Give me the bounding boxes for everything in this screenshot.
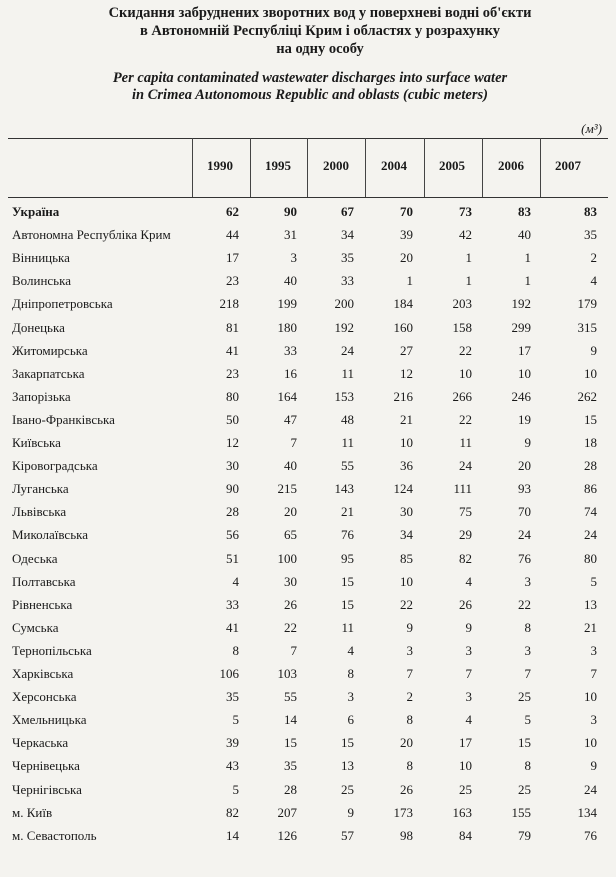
value-cell: 25 <box>341 781 354 797</box>
value-cell: 19 <box>518 411 531 427</box>
value-cell: 80 <box>226 388 239 404</box>
title-en-line-2: in Crimea Autonomous Republic and oblasts (cubic meters) <box>132 87 488 103</box>
value-cell: 200 <box>334 296 354 312</box>
region-name: Херсонська <box>12 689 77 705</box>
value-cell: 179 <box>577 296 597 312</box>
value-cell: 98 <box>400 827 413 843</box>
value-cell: 23 <box>226 365 239 381</box>
value-cell: 16 <box>284 365 297 381</box>
table-top-rule <box>8 138 608 139</box>
value-cell: 7 <box>290 435 297 450</box>
table-row <box>0 409 616 431</box>
value-cell: 21 <box>341 504 354 520</box>
value-cell: 15 <box>341 573 354 589</box>
table-row <box>0 571 616 593</box>
value-cell: 84 <box>459 827 472 843</box>
value-cell: 126 <box>277 827 297 843</box>
value-cell: 34 <box>341 227 354 243</box>
value-cell: 73 <box>459 204 472 219</box>
value-cell: 1 <box>524 250 531 266</box>
region-name: Україна <box>12 204 60 219</box>
region-name: Сумська <box>12 619 59 635</box>
value-cell: 40 <box>284 273 297 289</box>
value-cell: 48 <box>341 411 354 427</box>
value-cell: 12 <box>400 365 413 381</box>
value-cell: 103 <box>277 666 297 681</box>
value-cell: 8 <box>524 758 531 774</box>
value-cell: 18 <box>584 435 597 450</box>
value-cell: 180 <box>277 319 297 335</box>
value-cell: 7 <box>290 642 297 658</box>
value-cell: 100 <box>277 550 297 566</box>
table-row <box>0 432 616 454</box>
value-cell: 21 <box>584 619 597 635</box>
value-cell: 4 <box>465 573 472 589</box>
title-en-line-1: Per capita contaminated wastewater discharges into surface water <box>112 70 508 86</box>
value-cell: 10 <box>518 365 531 381</box>
region-name: Хмельницька <box>12 712 87 728</box>
title-ukrainian <box>60 4 580 58</box>
title-ua-line-1: Скидання забруднених зворотних вод у поверхневі водні об'єкти <box>108 5 532 21</box>
value-cell: 111 <box>453 481 472 497</box>
region-name: Донецька <box>12 319 65 335</box>
value-cell: 24 <box>341 342 354 358</box>
unit-label: (м³) <box>581 121 602 136</box>
value-cell: 9 <box>347 804 354 820</box>
value-cell: 20 <box>400 735 413 751</box>
value-cell: 14 <box>284 712 297 728</box>
year-header: 1995 <box>265 158 291 173</box>
value-cell: 27 <box>400 342 413 358</box>
region-name: Рівненська <box>12 596 73 612</box>
table-row <box>0 617 616 639</box>
value-cell: 124 <box>393 481 413 497</box>
value-cell: 3 <box>290 250 297 266</box>
value-cell: 80 <box>584 550 597 566</box>
value-cell: 10 <box>400 573 413 589</box>
value-cell: 7 <box>406 666 413 681</box>
value-cell: 1 <box>465 273 472 289</box>
region-name: Харківська <box>12 666 74 681</box>
value-cell: 75 <box>459 504 472 520</box>
value-cell: 8 <box>524 619 531 635</box>
value-cell: 39 <box>400 227 413 243</box>
region-name: Черкаська <box>12 735 69 751</box>
title-ua-line-3: на одну особу <box>276 41 364 57</box>
value-cell: 57 <box>341 827 354 843</box>
table-row <box>0 663 616 685</box>
value-cell: 74 <box>584 504 597 520</box>
table-row <box>0 524 616 546</box>
table-row <box>0 270 616 292</box>
value-cell: 246 <box>511 388 531 404</box>
value-cell: 158 <box>452 319 472 335</box>
value-cell: 17 <box>518 342 531 358</box>
value-cell: 22 <box>400 596 413 612</box>
value-cell: 10 <box>584 735 597 751</box>
year-header: 2006 <box>498 158 524 173</box>
value-cell: 20 <box>400 250 413 266</box>
value-cell: 7 <box>524 666 531 681</box>
value-cell: 85 <box>400 550 413 566</box>
value-cell: 13 <box>584 596 597 612</box>
value-cell: 28 <box>584 458 597 474</box>
table-row <box>0 825 616 847</box>
value-cell: 35 <box>341 250 354 266</box>
value-cell: 7 <box>590 666 597 681</box>
value-cell: 3 <box>465 689 472 705</box>
value-cell: 203 <box>452 296 472 312</box>
table-row <box>0 317 616 339</box>
value-cell: 8 <box>406 712 413 728</box>
value-cell: 218 <box>219 296 239 312</box>
region-name: Запорізька <box>12 388 71 404</box>
value-cell: 33 <box>284 342 297 358</box>
value-cell: 76 <box>518 550 531 566</box>
value-cell: 2 <box>406 689 413 705</box>
value-cell: 5 <box>524 712 531 728</box>
value-cell: 79 <box>518 827 531 843</box>
value-cell: 26 <box>284 596 297 612</box>
value-cell: 25 <box>518 689 531 705</box>
value-cell: 44 <box>226 227 239 243</box>
value-cell: 17 <box>459 735 472 751</box>
value-cell: 3 <box>465 642 472 658</box>
value-cell: 20 <box>284 504 297 520</box>
value-cell: 47 <box>284 411 297 427</box>
value-cell: 24 <box>459 458 472 474</box>
table-row <box>0 802 616 824</box>
value-cell: 24 <box>518 527 531 543</box>
value-cell: 155 <box>511 804 531 820</box>
value-cell: 30 <box>226 458 239 474</box>
value-cell: 3 <box>524 642 531 658</box>
value-cell: 33 <box>226 596 239 612</box>
region-name: Житомирська <box>12 342 88 358</box>
value-cell: 8 <box>347 666 354 681</box>
value-cell: 4 <box>347 642 354 658</box>
region-name: Івано-Франківська <box>12 411 115 427</box>
value-cell: 262 <box>577 388 597 404</box>
region-name: м. Київ <box>12 804 53 820</box>
value-cell: 55 <box>284 689 297 705</box>
value-cell: 3 <box>590 712 597 728</box>
value-cell: 25 <box>459 781 472 797</box>
region-name: Миколаївська <box>12 527 89 543</box>
region-name: Кіровоградська <box>12 458 98 474</box>
region-name: Чернігівська <box>12 781 82 797</box>
value-cell: 5 <box>232 712 239 728</box>
table-row <box>0 201 616 223</box>
value-cell: 90 <box>284 204 297 219</box>
value-cell: 207 <box>277 804 297 820</box>
value-cell: 17 <box>226 250 239 266</box>
value-cell: 9 <box>465 619 472 635</box>
value-cell: 10 <box>584 365 597 381</box>
value-cell: 55 <box>341 458 354 474</box>
value-cell: 76 <box>341 527 354 543</box>
value-cell: 14 <box>226 827 239 843</box>
table-row <box>0 640 616 662</box>
value-cell: 41 <box>226 619 239 635</box>
value-cell: 199 <box>277 296 297 312</box>
value-cell: 33 <box>341 273 354 289</box>
value-cell: 4 <box>465 712 472 728</box>
value-cell: 90 <box>226 481 239 497</box>
year-header: 2007 <box>555 158 581 173</box>
value-cell: 5 <box>590 573 597 589</box>
region-name: Вінницька <box>12 250 70 266</box>
table-row <box>0 363 616 385</box>
table-row <box>0 340 616 362</box>
value-cell: 3 <box>524 573 531 589</box>
table-row <box>0 548 616 570</box>
title-english <box>40 70 580 104</box>
value-cell: 4 <box>232 573 239 589</box>
value-cell: 82 <box>226 804 239 820</box>
value-cell: 13 <box>341 758 354 774</box>
region-name: Луганська <box>12 481 69 497</box>
value-cell: 42 <box>459 227 472 243</box>
value-cell: 143 <box>334 481 354 497</box>
value-cell: 62 <box>226 204 239 219</box>
value-cell: 11 <box>341 365 354 381</box>
value-cell: 65 <box>284 527 297 543</box>
value-cell: 22 <box>459 411 472 427</box>
value-cell: 8 <box>232 642 239 658</box>
value-cell: 4 <box>590 273 597 289</box>
value-cell: 3 <box>347 689 354 705</box>
year-header: 2000 <box>323 158 349 173</box>
value-cell: 21 <box>400 411 413 427</box>
year-header: 2004 <box>381 158 407 173</box>
value-cell: 20 <box>518 458 531 474</box>
value-cell: 106 <box>219 666 239 681</box>
value-cell: 10 <box>459 365 472 381</box>
region-name: Чернівецька <box>12 758 80 774</box>
value-cell: 50 <box>226 411 239 427</box>
value-cell: 315 <box>577 319 597 335</box>
value-cell: 5 <box>232 781 239 797</box>
value-cell: 10 <box>400 435 413 450</box>
table-row <box>0 732 616 754</box>
value-cell: 40 <box>518 227 531 243</box>
value-cell: 70 <box>518 504 531 520</box>
table-row <box>0 478 616 500</box>
value-cell: 86 <box>584 481 597 497</box>
value-cell: 1 <box>465 250 472 266</box>
title-ua-line-2: в Автономній Республіці Крим і областях у розрахунку <box>139 23 501 39</box>
value-cell: 93 <box>518 481 531 497</box>
value-cell: 22 <box>518 596 531 612</box>
value-cell: 173 <box>393 804 413 820</box>
value-cell: 12 <box>226 435 239 450</box>
value-cell: 9 <box>590 342 597 358</box>
value-cell: 67 <box>341 204 354 219</box>
value-cell: 215 <box>277 481 297 497</box>
value-cell: 160 <box>393 319 413 335</box>
value-cell: 192 <box>334 319 354 335</box>
value-cell: 11 <box>341 619 354 635</box>
value-cell: 36 <box>400 458 413 474</box>
region-name: Одеська <box>12 550 58 566</box>
table-row <box>0 779 616 801</box>
value-cell: 51 <box>226 550 239 566</box>
value-cell: 15 <box>584 411 597 427</box>
table-header-rule <box>8 197 608 198</box>
table-row <box>0 686 616 708</box>
value-cell: 1 <box>524 273 531 289</box>
table-row <box>0 455 616 477</box>
value-cell: 9 <box>590 758 597 774</box>
value-cell: 3 <box>590 642 597 658</box>
value-cell: 23 <box>226 273 239 289</box>
region-name: Волинська <box>12 273 71 289</box>
value-cell: 83 <box>518 204 531 219</box>
value-cell: 95 <box>341 550 354 566</box>
value-cell: 164 <box>277 388 297 404</box>
value-cell: 10 <box>459 758 472 774</box>
value-cell: 1 <box>406 273 413 289</box>
value-cell: 76 <box>584 827 597 843</box>
region-name: м. Севастополь <box>12 827 97 843</box>
value-cell: 10 <box>584 689 597 705</box>
table-row <box>0 224 616 246</box>
value-cell: 15 <box>518 735 531 751</box>
value-cell: 299 <box>511 319 531 335</box>
value-cell: 22 <box>459 342 472 358</box>
value-cell: 22 <box>284 619 297 635</box>
value-cell: 43 <box>226 758 239 774</box>
region-name: Автономна Республіка Крим <box>12 227 171 243</box>
year-header: 2005 <box>439 158 465 173</box>
value-cell: 30 <box>284 573 297 589</box>
table-row <box>0 293 616 315</box>
value-cell: 134 <box>577 804 597 820</box>
value-cell: 25 <box>518 781 531 797</box>
value-cell: 35 <box>284 758 297 774</box>
value-cell: 83 <box>584 204 597 219</box>
value-cell: 192 <box>511 296 531 312</box>
value-cell: 3 <box>406 642 413 658</box>
value-cell: 11 <box>459 435 472 450</box>
table-row <box>0 709 616 731</box>
value-cell: 184 <box>393 296 413 312</box>
value-cell: 2 <box>590 250 597 266</box>
value-cell: 24 <box>584 527 597 543</box>
value-cell: 8 <box>406 758 413 774</box>
table-row <box>0 247 616 269</box>
value-cell: 9 <box>406 619 413 635</box>
value-cell: 29 <box>459 527 472 543</box>
value-cell: 11 <box>341 435 354 450</box>
value-cell: 34 <box>400 527 413 543</box>
value-cell: 216 <box>393 388 413 404</box>
value-cell: 35 <box>226 689 239 705</box>
value-cell: 56 <box>226 527 239 543</box>
value-cell: 82 <box>459 550 472 566</box>
value-cell: 35 <box>584 227 597 243</box>
value-cell: 28 <box>226 504 239 520</box>
value-cell: 28 <box>284 781 297 797</box>
region-name: Дніпропетровська <box>12 296 113 312</box>
table-row <box>0 594 616 616</box>
value-cell: 15 <box>284 735 297 751</box>
value-cell: 41 <box>226 342 239 358</box>
region-name: Полтавська <box>12 573 76 589</box>
table-row <box>0 501 616 523</box>
value-cell: 26 <box>459 596 472 612</box>
value-cell: 7 <box>465 666 472 681</box>
value-cell: 24 <box>584 781 597 797</box>
region-name: Закарпатська <box>12 365 85 381</box>
value-cell: 266 <box>452 388 472 404</box>
value-cell: 6 <box>347 712 354 728</box>
value-cell: 9 <box>524 435 531 450</box>
table-row <box>0 386 616 408</box>
table-row <box>0 755 616 777</box>
value-cell: 15 <box>341 735 354 751</box>
region-name: Тернопільська <box>12 642 92 658</box>
region-name: Київська <box>12 435 61 450</box>
value-cell: 31 <box>284 227 297 243</box>
value-cell: 30 <box>400 504 413 520</box>
value-cell: 70 <box>400 204 413 219</box>
value-cell: 39 <box>226 735 239 751</box>
value-cell: 81 <box>226 319 239 335</box>
value-cell: 26 <box>400 781 413 797</box>
value-cell: 15 <box>341 596 354 612</box>
region-name: Львівська <box>12 504 67 520</box>
value-cell: 163 <box>452 804 472 820</box>
year-header: 1990 <box>207 158 233 173</box>
value-cell: 40 <box>284 458 297 474</box>
value-cell: 153 <box>334 388 354 404</box>
